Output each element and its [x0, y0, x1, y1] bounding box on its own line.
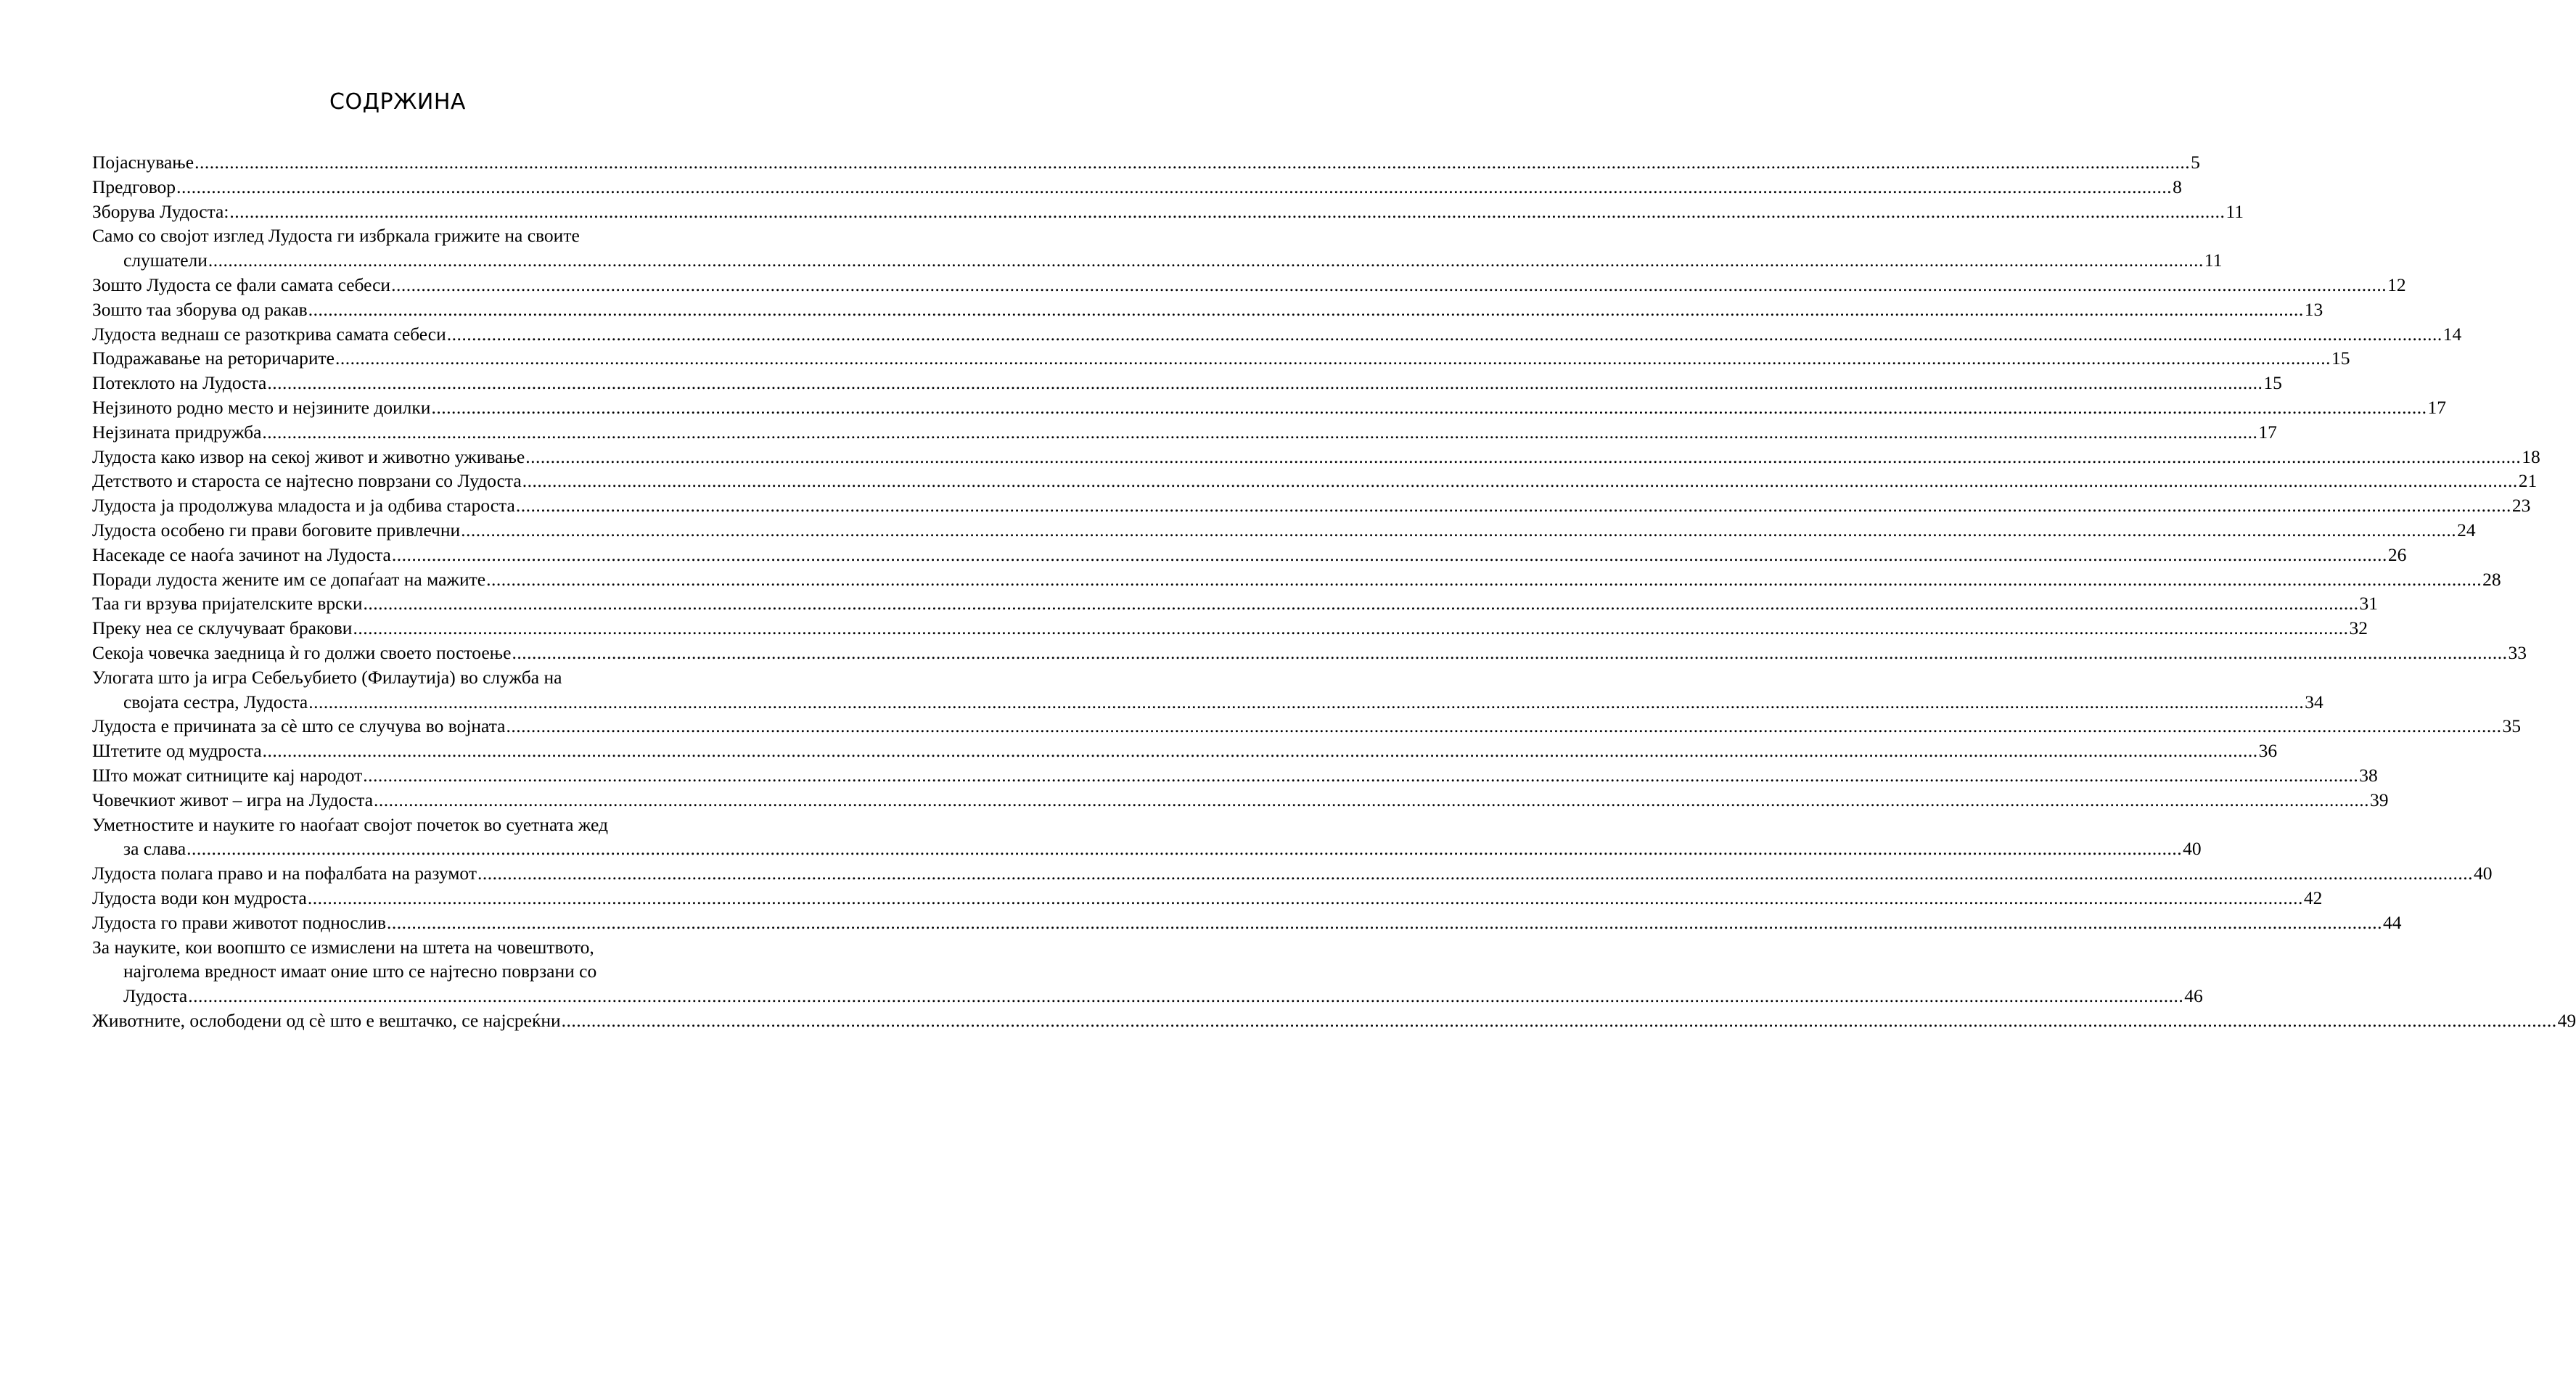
dot-leader: ................................................................................................................................................................................................................................................................................................................................................................................................................	[486, 568, 2482, 590]
toc-entry	[92, 591, 2379, 616]
toc-entry-line	[92, 395, 2446, 420]
toc-entry-title: Преку неа се склучуваат бракови	[92, 617, 353, 639]
toc-entry-line	[92, 273, 2406, 297]
toc-entry	[92, 1008, 2576, 1033]
toc-entry	[92, 641, 2527, 665]
dot-leader: ................................................................................................................................................................................................................................................................................................................................................................................................................	[335, 348, 2331, 369]
toc-entry	[92, 150, 2200, 175]
toc-page-number: 32	[2349, 617, 2368, 639]
toc-entry	[92, 273, 2406, 297]
toc-entry	[92, 861, 2493, 886]
toc-entry-title: Лудоста води кон мудроста	[92, 887, 307, 908]
toc-entry-line	[92, 665, 707, 690]
toc-page-number: 28	[2482, 568, 2501, 590]
dot-leader: ................................................................................................................................................................................................................................................................................................................................................................................................................	[194, 152, 2191, 173]
toc-entry-title: За науките, кои воопшто се измислени на штета на човештвото,	[92, 936, 594, 958]
toc-entry	[92, 911, 2402, 935]
toc-page-number: 24	[2457, 519, 2476, 541]
toc-page-number: 11	[2204, 250, 2223, 271]
toc-entry-line	[92, 788, 2389, 813]
dot-leader: ................................................................................................................................................................................................................................................................................................................................................................................................................	[363, 764, 2359, 786]
toc-entry-title: Потеклото на Лудоста	[92, 372, 267, 394]
toc-page-number: 15	[2263, 372, 2282, 394]
toc-entry	[92, 420, 2277, 445]
toc-entry-line	[92, 861, 2493, 886]
toc-page-number: 36	[2258, 740, 2278, 762]
toc-entry-title: Зошто Лудоста се фали самата себеси	[92, 274, 391, 295]
dot-leader: ................................................................................................................................................................................................................................................................................................................................................................................................................	[308, 298, 2304, 320]
toc-entry-title: Нејзината придружба	[92, 421, 262, 443]
toc-entry-line	[92, 518, 2476, 543]
dot-leader: ................................................................................................................................................................................................................................................................................................................................................................................................................	[374, 789, 2370, 810]
toc-page-number: 33	[2508, 641, 2527, 663]
toc-entry-line	[92, 911, 2402, 935]
toc-entry-line	[92, 445, 2540, 469]
dot-leader: ................................................................................................................................................................................................................................................................................................................................................................................................................	[461, 519, 2457, 541]
toc-entry-line	[92, 984, 2203, 1008]
toc-entry-title: Што можат ситниците кај народот	[92, 764, 363, 786]
toc-entry	[92, 763, 2378, 788]
toc-entry-line	[92, 739, 2278, 763]
toc-entry-title: Зошто таа зборува од ракав	[92, 298, 308, 320]
toc-page-number: 34	[2305, 691, 2323, 712]
toc-entry-title: Предговор	[92, 176, 176, 197]
toc-entry	[92, 297, 2323, 322]
dot-leader: ................................................................................................................................................................................................................................................................................................................................................................................................................	[522, 470, 2518, 492]
toc-entry-title: Детството и староста се најтесно поврзани со Лудоста	[92, 470, 522, 492]
toc-page-number: 44	[2383, 911, 2402, 933]
dot-leader: ................................................................................................................................................................................................................................................................................................................................................................................................................	[391, 543, 2387, 565]
toc-entry-line	[92, 248, 2223, 273]
toc-entry	[92, 346, 2350, 371]
toc-page-number: 39	[2370, 789, 2389, 810]
dot-leader: ................................................................................................................................................................................................................................................................................................................................................................................................................	[363, 593, 2359, 615]
toc-entry-line	[92, 1008, 2576, 1033]
dot-leader: ................................................................................................................................................................................................................................................................................................................................................................................................................	[512, 641, 2508, 663]
toc-entry	[92, 175, 2182, 200]
toc-entry-title: Лудоста го прави животот поднослив	[92, 911, 387, 933]
dot-leader: ................................................................................................................................................................................................................................................................................................................................................................................................................	[525, 445, 2522, 467]
toc-entry-line	[92, 469, 2538, 493]
toc-entry-title: Штетите од мудроста	[92, 740, 262, 762]
toc-page-number: 11	[2226, 200, 2244, 222]
toc-entry-line	[92, 150, 2200, 175]
toc-page-number: 38	[2359, 764, 2378, 786]
toc-entry-title: Лудоста ја продолжува младоста и ја одбива староста	[92, 495, 515, 517]
toc-entry	[92, 445, 2540, 469]
toc-entry-line	[92, 714, 2521, 739]
toc-page-number: 8	[2173, 176, 2182, 197]
toc-entry-title: својата сестра, Лудоста	[123, 691, 308, 712]
toc-entry	[92, 665, 2323, 715]
toc-entry-line	[92, 346, 2350, 371]
toc-entry-line	[92, 763, 2378, 788]
toc-entry-title: слушатели	[123, 250, 208, 271]
dot-leader: ................................................................................................................................................................................................................................................................................................................................................................................................................	[515, 495, 2511, 517]
toc-entry-title: Улогата што ја игра Себељубието (Филаутија) во служба на	[92, 666, 562, 688]
toc-entry-line	[92, 690, 2323, 715]
page-title: СОДРЖИНА	[329, 89, 466, 115]
toc-page-number: 5	[2191, 152, 2200, 173]
toc-entry	[92, 543, 2407, 567]
toc-entry-title: Животните, ослободени од сѐ што е вештачко, се најсреќни	[92, 1009, 561, 1031]
toc-page-number: 12	[2387, 274, 2406, 295]
table-of-contents	[92, 150, 2576, 1033]
toc-entry-line	[92, 493, 2531, 518]
toc-entry	[92, 223, 2223, 273]
toc-entry-title: Лудоста особено ги прави боговите привлечни	[92, 519, 461, 541]
dot-leader: ................................................................................................................................................................................................................................................................................................................................................................................................................	[186, 838, 2183, 860]
toc-entry-title: Лудоста како извор на секој живот и животно уживање	[92, 445, 525, 467]
toc-page-number: 14	[2442, 323, 2462, 345]
toc-entry-line	[92, 543, 2407, 567]
toc-entry-title: Подражавање на реторичарите	[92, 348, 335, 369]
dot-leader: ................................................................................................................................................................................................................................................................................................................................................................................................................	[506, 715, 2502, 737]
toc-entry	[92, 493, 2531, 518]
toc-page-number: 35	[2502, 715, 2521, 737]
toc-entry-title: Човечкиот живот – игра на Лудоста	[92, 789, 374, 810]
toc-entry-title: Појаснување	[92, 152, 194, 173]
toc-page-number: 42	[2303, 887, 2323, 908]
dot-leader: ................................................................................................................................................................................................................................................................................................................................................................................................................	[307, 887, 2303, 908]
toc-entry-line	[92, 420, 2277, 445]
toc-entry	[92, 935, 2203, 1008]
dot-leader: ................................................................................................................................................................................................................................................................................................................................................................................................................	[387, 911, 2383, 933]
toc-entry-line	[92, 837, 2202, 861]
dot-leader: ................................................................................................................................................................................................................................................................................................................................................................................................................	[308, 691, 2305, 712]
toc-entry	[92, 395, 2446, 420]
toc-entry-line	[92, 175, 2182, 200]
toc-entry	[92, 469, 2538, 493]
toc-entry	[92, 813, 2202, 862]
dot-leader: ................................................................................................................................................................................................................................................................................................................................................................................................................	[431, 396, 2427, 418]
toc-entry-title: Лудоста е причината за сѐ што се случува во војната	[92, 715, 506, 737]
toc-entry-title: Поради лудоста жените им се допаѓаат на мажите	[92, 568, 486, 590]
dot-leader: ................................................................................................................................................................................................................................................................................................................................................................................................................	[262, 740, 2258, 762]
toc-entry-title: Лудоста	[123, 985, 188, 1007]
dot-leader: ................................................................................................................................................................................................................................................................................................................................................................................................................	[353, 617, 2349, 639]
toc-entry	[92, 788, 2389, 813]
toc-entry-line	[92, 567, 2501, 592]
toc-page-number: 31	[2359, 593, 2379, 615]
toc-entry-title: Таа ги врзува пријателските врски	[92, 593, 363, 615]
toc-entry-title: Секоја човечка заедница ѝ го должи своето постоење	[92, 641, 512, 663]
toc-entry-line	[92, 813, 707, 837]
dot-leader: ................................................................................................................................................................................................................................................................................................................................................................................................................	[208, 250, 2204, 271]
toc-page-number: 17	[2427, 396, 2446, 418]
toc-entry-line	[92, 886, 2323, 911]
toc-entry-title: за слава	[123, 838, 186, 860]
dot-leader: ................................................................................................................................................................................................................................................................................................................................................................................................................	[188, 985, 2184, 1007]
toc-entry-line	[92, 616, 2368, 641]
toc-page-number: 21	[2518, 470, 2538, 492]
toc-entry-line	[92, 297, 2323, 322]
dot-leader: ................................................................................................................................................................................................................................................................................................................................................................................................................	[229, 200, 2226, 222]
toc-entry	[92, 714, 2521, 739]
dot-leader: ................................................................................................................................................................................................................................................................................................................................................................................................................	[446, 323, 2442, 345]
dot-leader: ................................................................................................................................................................................................................................................................................................................................................................................................................	[561, 1009, 2557, 1031]
toc-entry-line	[92, 200, 2244, 224]
toc-entry-title: Насекаде се наоѓа зачинот на Лудоста	[92, 543, 391, 565]
dot-leader: ................................................................................................................................................................................................................................................................................................................................................................................................................	[262, 421, 2258, 443]
toc-entry	[92, 200, 2244, 224]
toc-entry-line	[92, 591, 2379, 616]
toc-entry	[92, 739, 2278, 763]
toc-page-number: 23	[2511, 495, 2531, 517]
toc-entry-line	[92, 371, 2282, 395]
dot-leader: ................................................................................................................................................................................................................................................................................................................................................................................................................	[391, 274, 2387, 295]
toc-page-number: 15	[2331, 348, 2350, 369]
toc-entry	[92, 371, 2282, 395]
toc-entry-title: Нејзиното родно место и нејзините доилки	[92, 396, 431, 418]
toc-entry-title: Само со својот изглед Лудоста ги избркала грижите на своите	[92, 225, 580, 247]
dot-leader: ................................................................................................................................................................................................................................................................................................................................................................................................................	[477, 863, 2473, 884]
toc-entry-line	[92, 641, 2527, 665]
toc-entry	[92, 886, 2323, 911]
toc-page-number: 40	[2473, 863, 2493, 884]
toc-entry-title: Лудоста веднаш се разоткрива самата себеси	[92, 323, 446, 345]
toc-page-number: 46	[2184, 985, 2203, 1007]
toc-page-number: 49	[2557, 1009, 2576, 1031]
dot-leader: ................................................................................................................................................................................................................................................................................................................................................................................................................	[267, 372, 2263, 394]
toc-entry-title: најголема вредност имаат оние што се најтесно поврзани со	[123, 961, 597, 982]
toc-entry-line	[92, 959, 707, 984]
toc-entry	[92, 616, 2368, 641]
toc-entry-line	[92, 322, 2462, 347]
toc-entry	[92, 322, 2462, 347]
toc-page-number: 40	[2183, 838, 2202, 860]
toc-page-number: 17	[2258, 421, 2277, 443]
dot-leader: ................................................................................................................................................................................................................................................................................................................................................................................................................	[176, 176, 2173, 197]
toc-page-number: 26	[2387, 543, 2407, 565]
toc-page-number: 18	[2522, 445, 2540, 467]
toc-page-number: 13	[2304, 298, 2323, 320]
toc-entry	[92, 518, 2476, 543]
toc-entry-title: Уметностите и науките го наоѓаат својот почеток во суетната жед	[92, 813, 609, 835]
toc-entry-title: Лудоста полага право и на пофалбата на разумот	[92, 863, 477, 884]
toc-entry-title: Зборува Лудоста:	[92, 200, 229, 222]
toc-entry-line	[92, 935, 707, 960]
toc-entry-line	[92, 223, 707, 248]
toc-entry	[92, 567, 2501, 592]
